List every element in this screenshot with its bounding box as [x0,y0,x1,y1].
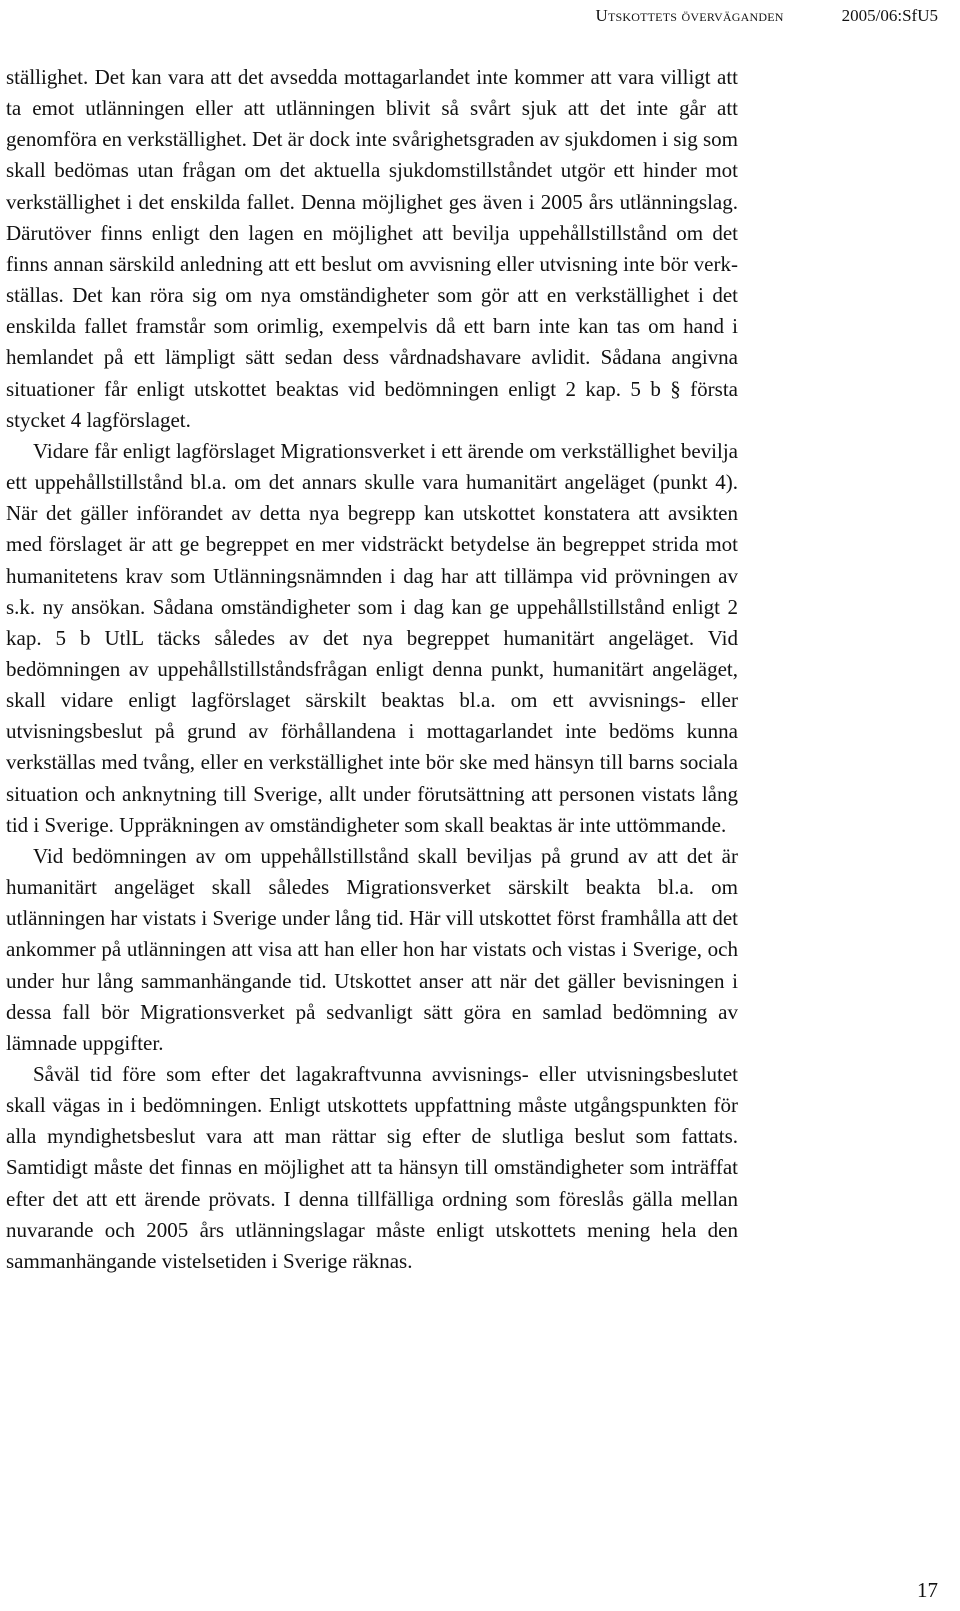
page-number: 17 [917,1578,938,1602]
running-header [596,6,939,26]
document-id: 2005/06:SfU5 [841,6,938,25]
section-title: Utskottets överväganden [595,6,784,25]
paragraph: Såväl tid före som efter det lagakraftvunna avvisnings- eller utvisningsbeslutet skall vägas in i bedömningen. Enligt utskottets uppfattning måste utgångspunkten för alla myndighetsbeslut vara att man rättar sig efter de slutliga beslut som fattats. Samtidigt måste det finnas en möjlighet att ta hänsyn till omständigheter som inträffat efter det att ett ärende prövats. I denna tillfälliga ordning som föreslås gälla mellan nuvarande och 2005 års utlänningslagar måste enligt utskottets mening hela den sammanhängande vistelsetiden i Sverige räknas. [6,1062,738,1273]
paragraph: ställighet. Det kan vara att det avsedda mottagarlandet inte kommer att vara villigt att ta emot utlänningen eller att utlänningen blivit så svårt sjuk att det inte går att genomföra en verkställighet. Det är dock inte svårighetsgraden av sjukdomen i sig som skall bedömas utan frågan om det aktuella sjukdomstillståndet utgör ett hinder mot verkställighet i det enskilda fallet. Denna möjlighet ges även i 2005 års utlänningslag. Därutöver finns enligt den lagen en möjlighet att bevilja uppehållstillstånd om det finns annan särskild anledning att ett beslut om avvisning eller utvisning inte bör verkställas. Det kan röra sig om nya omständigheter som gör att en verkställighet i det enskilda fallet framstår som orimlig, exempelvis då ett barn inte kan tas om hand i hemlandet på ett lämpligt sätt sedan dess vårdnadshavare avlidit. Sådana angivna situationer får enligt utskottet beaktas vid bedömningen enligt 2 kap. 5 b § första stycket 4 lagförslaget. [6,65,738,432]
paragraph: Vidare får enligt lagförslaget Migrationsverket i ett ärende om verkställighet bevilja ett uppehållstillstånd bl.a. om det annars skulle vara humanitärt angeläget (punkt 4). När det gäller införandet av detta nya begrepp kan utskottet konstatera att avsikten med förslaget är att ge begreppet en mer vidsträckt betydelse än begreppet strida mot humanitetens krav som Utlänningsnämnden i dag har att tillämpa vid prövningen av s.k. ny ansökan. Sådana omständigheter som i dag kan ge uppehållstillstånd enligt 2 kap. 5 b UtlL täcks således av det nya begreppet humanitärt angeläget. Vid bedömningen av uppehållstillståndsfrågan enligt denna punkt, humanitärt angeläget, skall vidare enligt lagförslaget särskilt beaktas bl.a. om ett avvisnings- eller utvisningsbeslut på grund av förhållandena i mottagarlandet inte bedöms kunna verkställas med tvång, eller en verkställighet inte bör ske med hänsyn till barns sociala situation och anknytning till Sverige, allt under förutsättning att personen vistats lång tid i Sverige. Uppräkningen av omständigheter som skall beaktas är inte uttömmande. [6,438,738,837]
paragraph: Vid bedömningen av om uppehållstillstånd skall beviljas på grund av att det är humanitärt angeläget skall således Migrationsverket särskilt beakta bl.a. om utlänningen har vistats i Sverige under lång tid. Här vill utskottet först framhålla att det ankommer på utlänningen att visa att han eller hon har vistats och vistas i Sverige, och under hur lång sammanhängande tid. Utskottet anser att när det gäller bevisningen i dessa fall bör Migrationsverket på sedvanligt sätt göra en samlad bedömning av lämnade uppgifter. [6,843,738,1055]
body-text [6,62,738,1277]
